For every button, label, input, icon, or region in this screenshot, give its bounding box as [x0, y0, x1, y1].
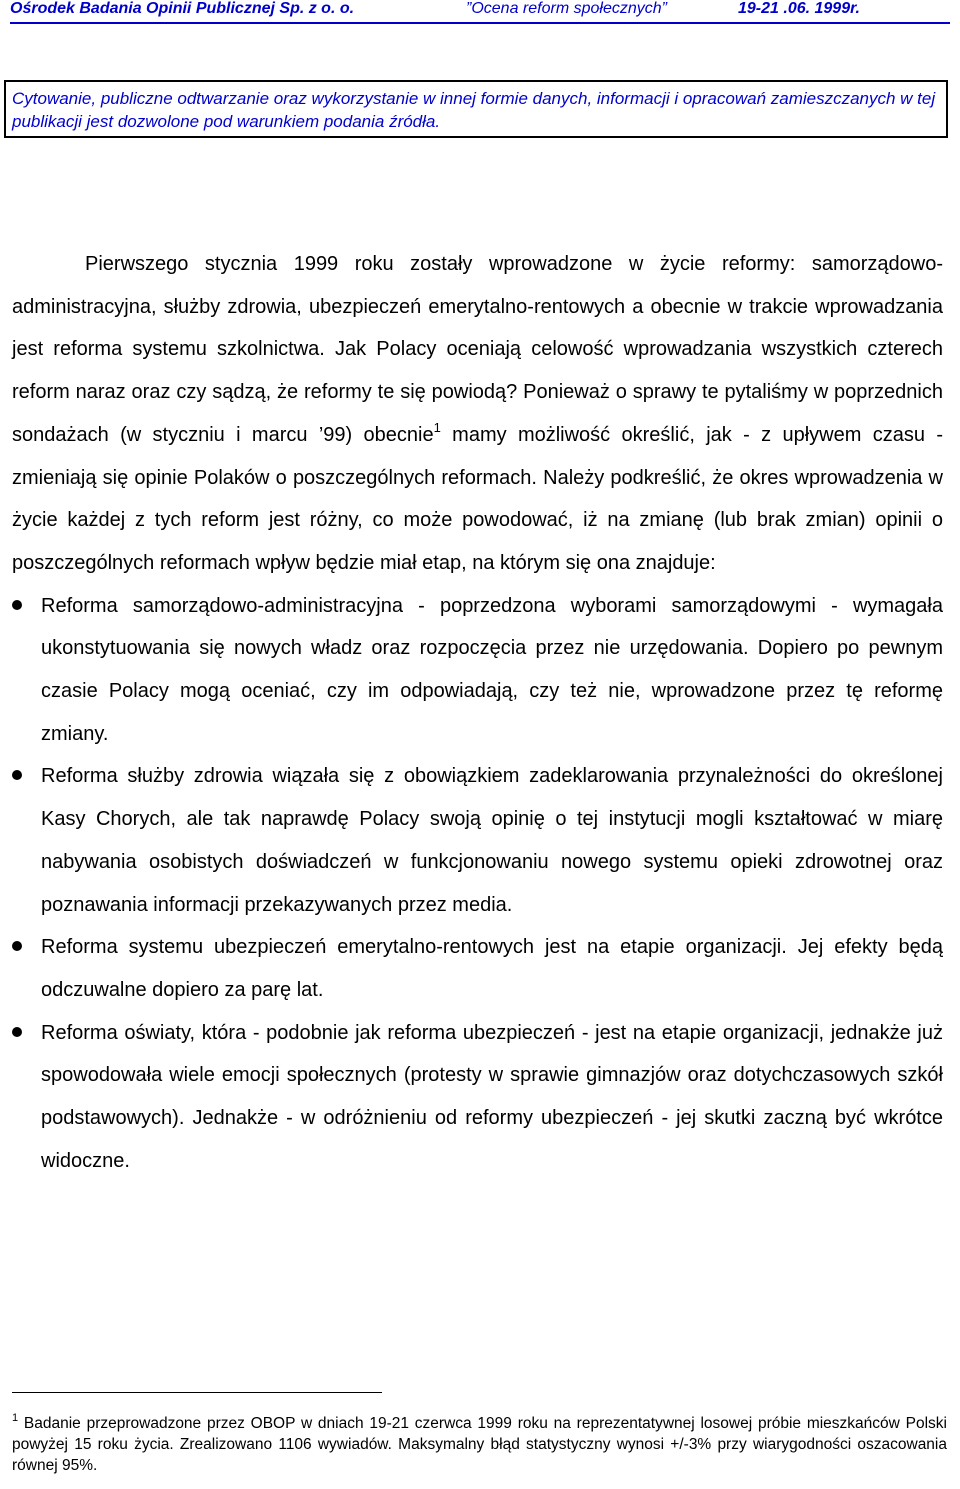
list-item	[12, 926, 943, 1011]
main-text	[12, 243, 943, 1182]
list-item	[12, 585, 943, 756]
intro-paragraph	[12, 243, 943, 585]
list-item-text: Reforma systemu ubezpieczeń emerytalno-rentowych jest na etapie organizacji. Jej efekty będą odczuwalne dopiero za parę lat.	[41, 936, 943, 1001]
list-item-text: Reforma samorządowo-administracyjna - poprzedzona wyborami samorządowymi - wymagała ukonstytuowania się nowych władz oraz rozpoczęcia przez nie urzędowania. Dopiero po pewnym czasie Polacy mogą oceniać, czy im odpowiadają, czy też nie, wprowadzone przez tę reformę zmiany.	[41, 594, 943, 745]
header-date: 19-21 .06. 1999r.	[738, 0, 860, 17]
footnote-text: Badanie przeprowadzone przez OBOP w dniach 19-21 czerwca 1999 roku na reprezentatywnej losowej próbie mieszkańców Polski powyżej 15 roku życia. Zrealizowano 1106 wywiadów. Maksymalny błąd statystyczny wynosi +/-3% przy wiarygodności oszacowania równej 95%.	[12, 1415, 947, 1474]
bullet-icon	[12, 1027, 22, 1037]
page-header	[10, 0, 950, 24]
intro-text-part2: mamy możliwość określić, jak - z upływem czasu - zmieniają się opinie Polaków o poszczególnych reformach. Należy podkreślić, że okres wprowadzenia w życie każdej z tych reform jest różny, co może powodować, iż na zmianę (lub brak zmian) opinii o poszczególnych reformach wpływ będzie miał etap, na którym się ona znajduje:	[12, 423, 943, 574]
list-item	[12, 755, 943, 926]
header-organization: Ośrodek Badania Opinii Publicznej Sp. z o. o.	[10, 0, 355, 17]
footnote-reference: 1	[433, 419, 441, 435]
intro-text-part1: Pierwszego stycznia 1999 roku zostały wprowadzone w życie reformy: samorządowo-administracyjna, służby zdrowia, ubezpieczeń emerytalno-rentowych a obecnie w trakcie wprowadzania jest reforma systemu szkolnictwa. Jak Polacy oceniają celowość wprowadzania wszystkich czterech reform naraz oraz czy sądzą, że reformy te się powiodą? Ponieważ o sprawy te pytaliśmy w poprzednich sondażach (w styczniu i marcu ’99) obecnie	[12, 253, 943, 446]
bullet-icon	[12, 600, 22, 610]
reform-list	[12, 585, 943, 1183]
bullet-icon	[12, 770, 22, 780]
footnote-number: 1	[12, 1412, 19, 1424]
list-item-text: Reforma służby zdrowia wiązała się z obowiązkiem zadeklarowania przynależności do określonej Kasy Chorych, ale tak naprawdę Polacy swoją opinię o tej instytucji mogli kształtować w miarę nabywania osobistych doświadczeń w funkcjonowaniu nowego systemu opieki zdrowotnej oraz poznawania informacji przekazywanych przez media.	[41, 765, 943, 916]
list-item	[12, 1012, 943, 1183]
bullet-icon	[12, 941, 22, 951]
copyright-notice: Cytowanie, publiczne odtwarzanie oraz wykorzystanie w innej formie danych, informacji i opracowań zamieszczanych w tej publikacji jest dozwolone pod warunkiem podania źródła.	[4, 80, 948, 138]
header-report-title: ”Ocena reform społecznych”	[466, 0, 667, 17]
footnote	[12, 1413, 947, 1476]
list-item-text: Reforma oświaty, która - podobnie jak reforma ubezpieczeń - jest na etapie organizacji, jednakże już spowodowała wiele emocji społecznych (protesty w sprawie gimnazjów oraz dotychczasowych szkół podstawowych). Jednakże - w odróżnieniu od reformy ubezpieczeń - jej skutki zaczną być wkrótce widoczne.	[41, 1021, 943, 1172]
footnote-separator	[12, 1392, 382, 1393]
